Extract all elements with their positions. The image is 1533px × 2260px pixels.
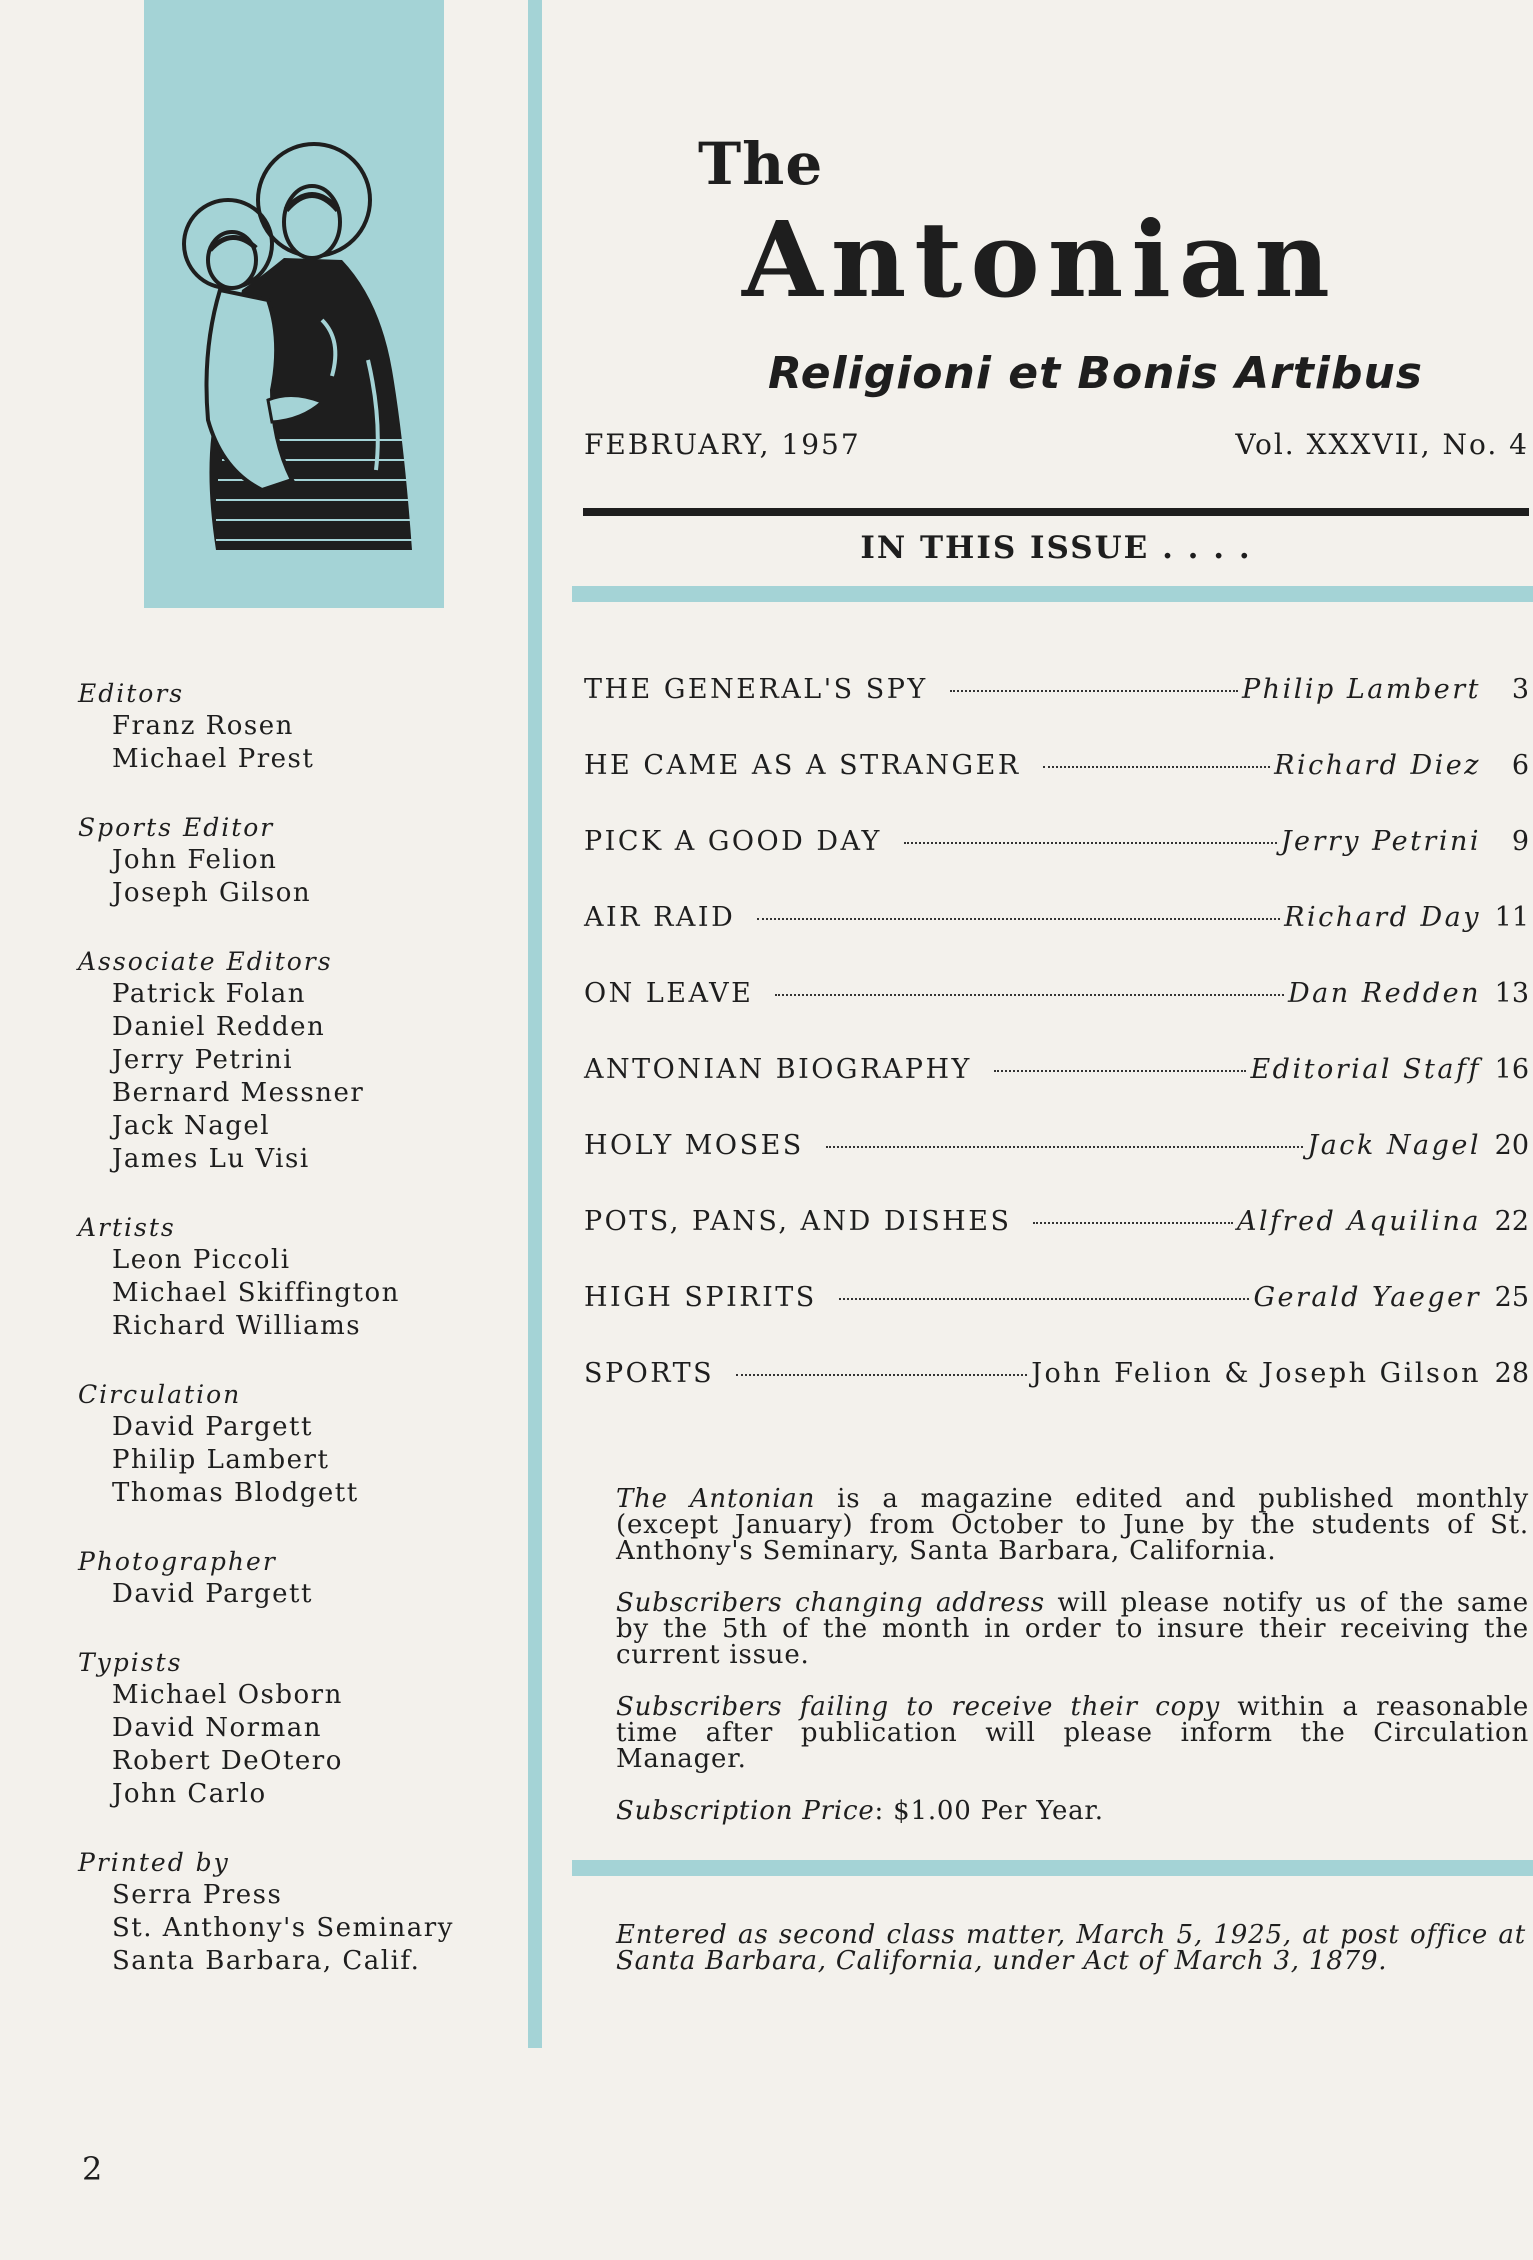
- staff-member: St. Anthony's Seminary: [112, 1913, 454, 1943]
- article-title: POTS, PANS, AND DISHES: [584, 1206, 1012, 1237]
- article-title: HE CAME AS A STRANGER: [584, 750, 1021, 781]
- issue-date: FEBRUARY, 1957: [584, 428, 861, 461]
- staff-group-artists: [78, 1212, 498, 1343]
- postal-entry-notice: Entered as second class matter, March 5, 1925, at post office at Santa Barbara, California, under Act of March 3, 1879.: [616, 1920, 1526, 1976]
- article-title: THE GENERAL'S SPY: [584, 674, 928, 705]
- staff-member: Daniel Redden: [112, 1012, 326, 1042]
- dot-leader: [826, 1146, 1304, 1148]
- staff-group-typists: [78, 1647, 498, 1811]
- dot-leader: [1033, 1222, 1233, 1224]
- dot-leader: [736, 1374, 1027, 1376]
- staff-member: Michael Osborn: [112, 1680, 343, 1710]
- staff-group-associate: [78, 946, 498, 1176]
- saint-anthony-with-child-icon: [172, 140, 422, 560]
- staff-role: Sports Editor: [78, 813, 275, 842]
- article-author: John Felion & Joseph Gilson: [1031, 1358, 1481, 1389]
- contents-row: [584, 1206, 1529, 1282]
- notice-lead: The Antonian: [616, 1484, 816, 1514]
- contents-row: [584, 1054, 1529, 1130]
- staff-group-circulation: [78, 1379, 498, 1510]
- staff-role: Printed by: [78, 1848, 230, 1877]
- staff-list: [78, 678, 498, 2014]
- dot-leader: [994, 1070, 1247, 1072]
- notice-text: within a reasonable time after publication will please inform the Circulation Manager.: [616, 1692, 1530, 1774]
- staff-role: Circulation: [78, 1380, 242, 1409]
- article-author: Dan Redden: [1288, 978, 1481, 1009]
- dot-leader: [904, 842, 1277, 844]
- staff-member: Michael Prest: [112, 744, 315, 774]
- article-page: 3: [1511, 674, 1529, 705]
- staff-member: Santa Barbara, Calif.: [112, 1946, 421, 1976]
- article-title: PICK A GOOD DAY: [584, 826, 882, 857]
- staff-group-editors: [78, 678, 498, 776]
- staff-group-sports: [78, 812, 498, 910]
- staff-group-photographer: [78, 1546, 498, 1611]
- article-title: SPORTS: [584, 1358, 715, 1389]
- notice-text: is a magazine edited and published monthly (except January) from October to June by the students of St. Anthony's Seminary, Santa Barbara, California.: [616, 1484, 1529, 1566]
- contents-list: [584, 674, 1529, 1434]
- article-title: AIR RAID: [584, 902, 736, 933]
- article-page: 25: [1494, 1282, 1529, 1313]
- article-title: ANTONIAN BIOGRAPHY: [584, 1054, 972, 1085]
- staff-member: John Carlo: [112, 1779, 267, 1809]
- article-title: HIGH SPIRITS: [584, 1282, 817, 1313]
- contents-row: [584, 1282, 1529, 1358]
- staff-member: David Norman: [112, 1713, 322, 1743]
- staff-member: Patrick Folan: [112, 979, 306, 1009]
- masthead-the: The: [698, 130, 824, 198]
- article-author: Richard Diez: [1274, 750, 1481, 781]
- article-page: 13: [1494, 978, 1529, 1009]
- contents-heading: IN THIS ISSUE . . . .: [860, 530, 1252, 566]
- notice-lead: Subscription Price: [616, 1796, 875, 1826]
- article-author: Richard Day: [1284, 902, 1481, 933]
- staff-role: Typists: [78, 1648, 183, 1677]
- staff-group-printer: [78, 1847, 498, 1978]
- publication-notices: [584, 1486, 1529, 1850]
- notice-lead: Subscribers failing to receive their copy: [616, 1692, 1220, 1722]
- emblem-panel: [144, 0, 444, 608]
- staff-member: Richard Williams: [112, 1311, 362, 1341]
- dot-leader: [757, 918, 1280, 920]
- dot-leader: [1043, 766, 1270, 768]
- staff-member: Joseph Gilson: [112, 878, 312, 908]
- staff-member: John Felion: [112, 845, 278, 875]
- staff-member: James Lu Visi: [112, 1144, 310, 1174]
- vertical-divider: [528, 0, 542, 2048]
- article-page: 9: [1511, 826, 1529, 857]
- notice-text: : $1.00 Per Year.: [874, 1796, 1104, 1826]
- delivery-notice: [584, 1694, 1529, 1772]
- staff-role: Photographer: [78, 1547, 277, 1576]
- address-notice: [584, 1590, 1529, 1668]
- staff-member: Serra Press: [112, 1880, 283, 1910]
- staff-member: Bernard Messner: [112, 1078, 365, 1108]
- dot-leader: [839, 1298, 1250, 1300]
- article-author: Jerry Petrini: [1280, 826, 1481, 857]
- issue-volume: Vol. XXXVII, No. 4: [1235, 428, 1529, 461]
- article-author: Philip Lambert: [1242, 674, 1481, 705]
- contents-row: [584, 674, 1529, 750]
- article-author: Alfred Aquilina: [1237, 1206, 1481, 1237]
- magazine-notice: [584, 1486, 1529, 1564]
- contents-row: [584, 826, 1529, 902]
- staff-role: Artists: [78, 1213, 176, 1242]
- article-author: Jack Nagel: [1307, 1130, 1481, 1161]
- black-rule: [583, 508, 1529, 516]
- article-page: 6: [1511, 750, 1529, 781]
- staff-member: Thomas Blodgett: [112, 1478, 359, 1508]
- article-page: 11: [1494, 902, 1529, 933]
- staff-member: Franz Rosen: [112, 711, 294, 741]
- blue-rule-bottom: [572, 1860, 1533, 1876]
- article-page: 16: [1494, 1054, 1529, 1085]
- dot-leader: [775, 994, 1284, 996]
- contents-row: [584, 750, 1529, 826]
- staff-member: Jerry Petrini: [112, 1045, 294, 1075]
- price-notice: [584, 1798, 1529, 1824]
- notice-text: will please notify us of the same by the 5th of the month in order to insure their receiving the current issue.: [616, 1588, 1529, 1670]
- blue-rule-top: [572, 586, 1533, 602]
- article-title: HOLY MOSES: [584, 1130, 804, 1161]
- contents-row: [584, 1358, 1529, 1434]
- staff-member: Philip Lambert: [112, 1445, 330, 1475]
- page-number: 2: [82, 2150, 103, 2188]
- contents-row: [584, 1130, 1529, 1206]
- article-page: 22: [1494, 1206, 1529, 1237]
- staff-member: David Pargett: [112, 1412, 313, 1442]
- contents-row: [584, 978, 1529, 1054]
- article-author: Gerald Yaeger: [1253, 1282, 1481, 1313]
- staff-member: David Pargett: [112, 1579, 313, 1609]
- staff-member: Michael Skiffington: [112, 1278, 400, 1308]
- article-page: 20: [1494, 1130, 1529, 1161]
- notice-lead: Subscribers changing address: [616, 1588, 1045, 1618]
- staff-role: Editors: [78, 679, 185, 708]
- staff-role: Associate Editors: [78, 947, 333, 976]
- masthead-motto: Religioni et Bonis Artibus: [768, 348, 1423, 399]
- staff-member: Jack Nagel: [112, 1111, 271, 1141]
- staff-member: Leon Piccoli: [112, 1245, 291, 1275]
- article-author: Editorial Staff: [1250, 1054, 1481, 1085]
- dot-leader: [950, 690, 1238, 692]
- contents-row: [584, 902, 1529, 978]
- article-page: 28: [1494, 1358, 1529, 1389]
- article-title: ON LEAVE: [584, 978, 754, 1009]
- masthead-title: Antonian: [742, 198, 1338, 321]
- staff-member: Robert DeOtero: [112, 1746, 343, 1776]
